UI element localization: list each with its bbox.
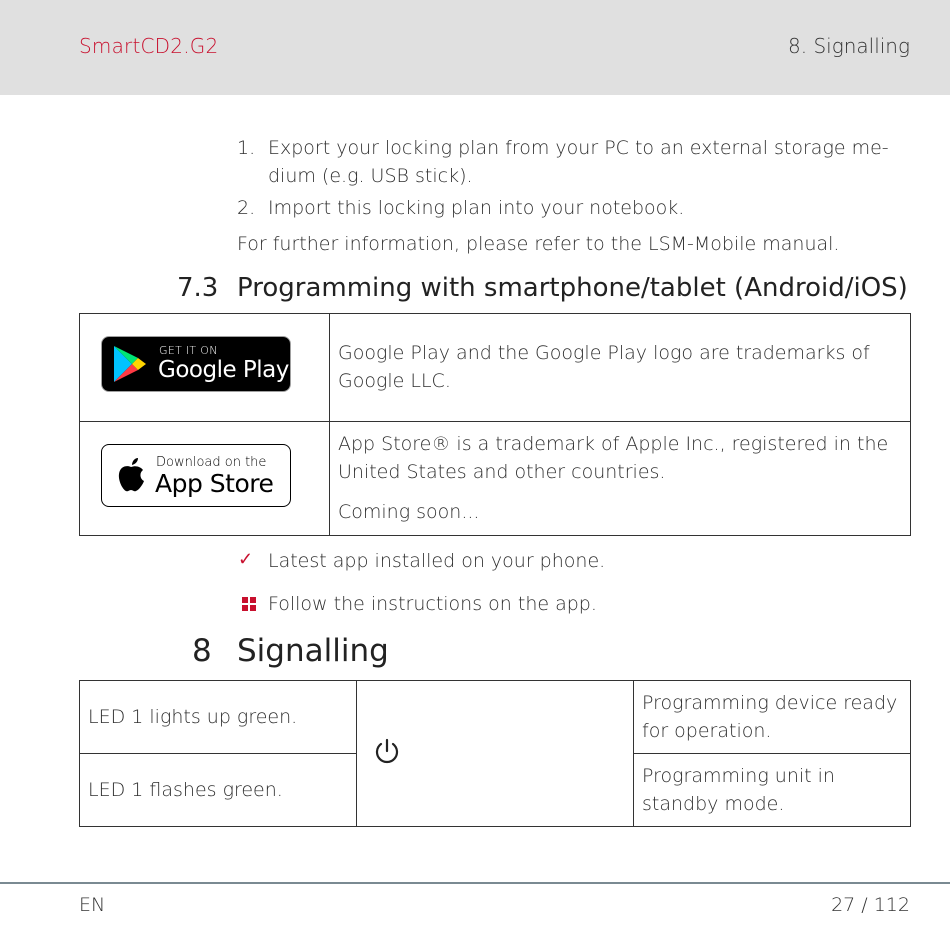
google-badge-big: Google Play: [158, 357, 289, 383]
apple-text-line1: App Store® is a trademark of Apple Inc., registered in the: [338, 433, 889, 455]
google-text-line1: Google Play and the Google Play logo are trademarks of: [338, 342, 870, 364]
google-play-badge[interactable]: [101, 336, 291, 392]
brand-title: SmartCD2.G2: [79, 34, 219, 58]
footer-language: EN: [79, 894, 106, 916]
apple-icon: [114, 456, 148, 496]
google-badge-small: GET IT ON: [159, 344, 218, 357]
signal-row-1-meaning-line2: for operation.: [642, 720, 772, 742]
section-8-title: Signalling: [237, 633, 389, 669]
power-icon: [373, 737, 401, 765]
app-store-text-cell: [330, 422, 911, 536]
app-store-badge-cell: [80, 422, 330, 536]
signal-row-1-meaning-line1: Programming device ready: [642, 692, 898, 714]
google-play-text-cell: [330, 314, 911, 422]
google-play-icon: [112, 344, 148, 384]
footer-divider: [0, 882, 950, 884]
signal-row-1-led: [80, 681, 357, 754]
action-text: Follow the instructions on the app.: [268, 593, 597, 615]
signal-row-1-meaning: [634, 681, 911, 754]
apple-text-line2: United States and other countries.: [338, 461, 666, 483]
section-8-number: 8: [192, 633, 212, 669]
signal-row-2-led: [80, 754, 357, 827]
apple-badge-big: App Store: [155, 469, 274, 498]
signal-row-2-meaning: [634, 754, 911, 827]
footer-page-number: 27 / 112: [831, 894, 910, 916]
step-2-line1: Import this locking plan into your notebook.: [268, 197, 685, 219]
step-1-line2: dium (e.g. USB stick).: [268, 165, 473, 187]
signal-table: [79, 680, 911, 827]
step-1-line1: Export your locking plan from your PC to an external storage me-: [268, 137, 889, 159]
store-table: [79, 313, 911, 536]
apple-badge-small: Download on the: [156, 455, 267, 470]
header-section-ref: 8. Signalling: [788, 34, 910, 58]
app-store-badge[interactable]: [101, 444, 291, 507]
manual-note: For further information, please refer to the LSM-Mobile manual.: [237, 233, 840, 255]
google-text-line2: Google LLC.: [338, 370, 451, 392]
google-play-badge-cell: [80, 314, 330, 422]
signal-row-2-meaning-line2: standby mode.: [642, 793, 785, 815]
signal-row-1-led-text: LED 1 lights up green.: [88, 706, 298, 728]
result-text: Latest app installed on your phone.: [268, 550, 606, 572]
step-2-number: 2.: [237, 197, 256, 219]
checkmark-icon: ✓: [238, 549, 254, 570]
section-7-3-title: Programming with smartphone/tablet (Android/iOS): [237, 273, 908, 303]
section-7-3-number: 7.3: [177, 273, 219, 303]
signal-symbol-cell: [357, 681, 634, 827]
signal-row-2-meaning-line1: Programming unit in: [642, 765, 835, 787]
step-1-number: 1.: [237, 137, 256, 159]
signal-row-2-led-text: LED 1 flashes green.: [88, 779, 283, 801]
action-squares-icon: [242, 597, 256, 611]
apple-text-line3: Coming soon...: [338, 501, 480, 523]
